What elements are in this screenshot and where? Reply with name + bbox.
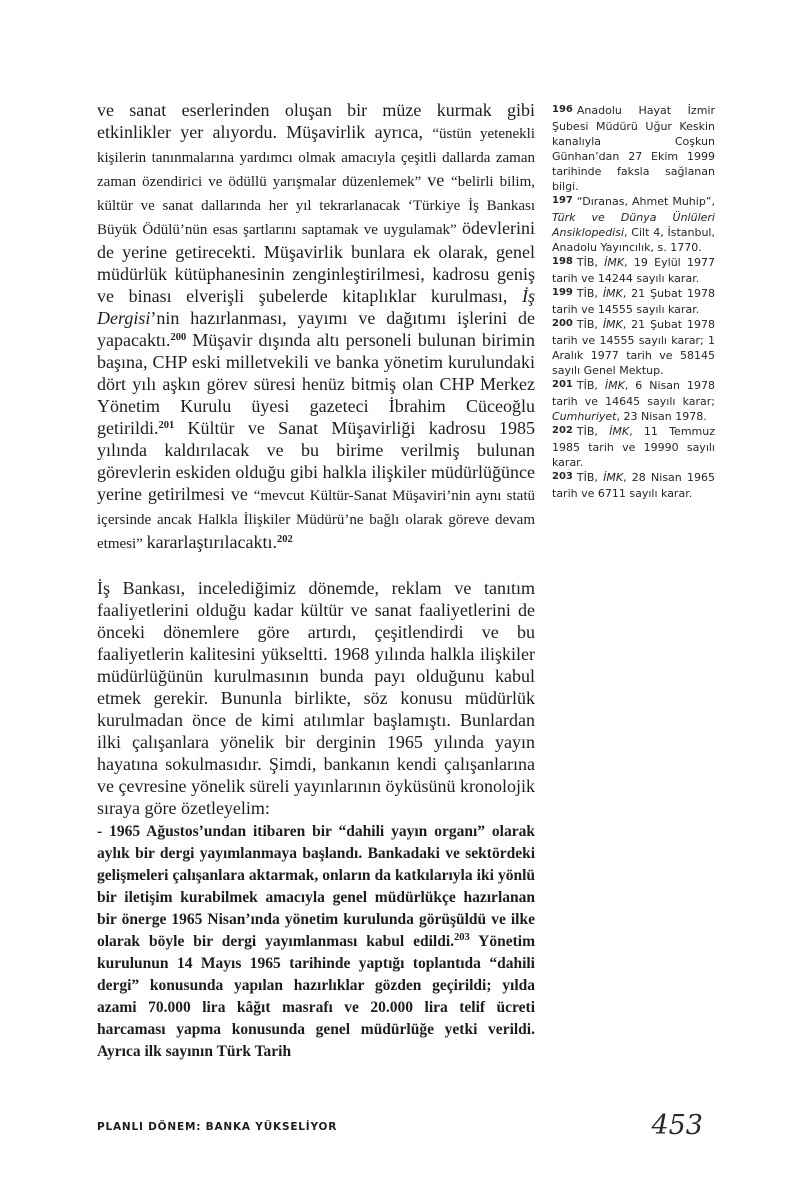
footnote-text <box>552 195 715 254</box>
footnote-number: 200 <box>552 318 573 329</box>
footnote-text <box>552 256 715 285</box>
footnote-number: 203 <box>552 471 573 482</box>
text-segment: “belirli bilim, kültür ve sanat dallarında her yıl tekrarlanacak ‘Türkiye İş Bankası Büyük Ödülü’nün esas şartlarını saptamak ve uygulamak” <box>97 174 535 238</box>
text-segment: TİB, <box>576 318 603 331</box>
footnote-text <box>552 425 715 469</box>
footnote-number: 201 <box>552 379 573 390</box>
footnote-number: 196 <box>552 104 573 115</box>
text-segment: , 11 Temmuz 1985 tarih ve 19990 sayılı karar. <box>552 425 715 469</box>
text-segment: , 28 Nisan 1965 tarih ve 6711 sayılı karar. <box>552 471 715 500</box>
footnote-reference: 200 <box>170 332 187 343</box>
text-segment: “mevcut Kültür-Sanat Müşaviri’nin aynı statü içersinde ancak Halkla İlişkiler Müdürü’ne bağlı olarak göreve devam etmesi” <box>97 488 535 552</box>
text-segment: TİB, <box>576 471 604 484</box>
text-segment: ’nin hazırlanması, yayımı ve dağıtımı işlerini de yapacaktı. <box>97 308 535 350</box>
text-segment: , 23 Nisan 1978. <box>616 410 707 423</box>
text-segment: Cumhuriyet <box>552 410 617 423</box>
footnote-202 <box>552 424 715 470</box>
page-number: 453 <box>651 1110 703 1141</box>
footnote-number: 199 <box>552 287 573 298</box>
paragraph-is-bankasi-publications <box>97 577 535 819</box>
footnote-number: 202 <box>552 425 573 436</box>
text-segment: İMK <box>602 318 623 331</box>
footnote-199 <box>552 286 715 317</box>
footnotes-column <box>552 103 715 501</box>
text-segment: , 6 Nisan 1978 tarih ve 14645 sayılı karar; <box>552 379 715 408</box>
running-title: PLANLI DÖNEM: BANKA YÜKSELİYOR <box>97 1121 338 1133</box>
text-segment: İMK <box>603 471 624 484</box>
text-segment: ödevlerini de yerine getirecekti. Müşavirlik bunlara ek olarak, genel müdürlük kütüphanesinin zenginleştirilmesi, kadrosu geniş ve binası elverişli şubelerde kitaplıklar kurulması, <box>97 218 535 306</box>
footnote-197 <box>552 194 715 255</box>
text-segment: , 21 Şubat 1978 tarih ve 14555 sayılı karar. <box>552 287 715 316</box>
text-segment: “üstün yetenekli kişilerin tanınmalarına yardımcı olmak amacıyla çeşitli dallarda zaman zaman özendirici ve ödüllü yarışmalar düzenlemek” <box>97 126 535 190</box>
footnote-text <box>552 379 715 423</box>
footnote-198 <box>552 255 715 286</box>
text-segment: TİB, <box>576 256 605 269</box>
text-segment: TİB, <box>576 287 603 300</box>
text-segment: İMK <box>604 256 625 269</box>
footnote-number: 197 <box>552 195 573 206</box>
footnote-203 <box>552 470 715 501</box>
text-segment: Müşavir dışında altı personeli bulunan birimin başına, CHP eski milletvekili ve banka yönetim kurulundaki dört yılı aşkın görev süresi henüz bitmiş olan CHP Merkez Yönetim Kurulu üyesi gazeteci İbrahim Cüceoğlu getirildi. <box>97 330 535 438</box>
footnote-number: 198 <box>552 256 573 267</box>
text-segment: ve <box>427 170 452 190</box>
footnote-reference: 201 <box>158 420 175 431</box>
text-segment: - 1965 Ağustos’undan itibaren bir “dahili yayın organı” olarak aylık bir dergi yayımlanmaya başlandı. Bankadaki ve sektördeki gelişmeleri çalışanlara aktarmak, onların da katkılarıyla iki yönlü bir iletişim kurabilmek amacıyla genel müdürlükçe hazırlanan bir önerge 1965 Nisan’ında yönetim kurulunda görüşüldü ve ilke olarak böyle bir dergi yayımlanması kabul edildi. <box>97 823 535 950</box>
footnote-text <box>552 471 715 500</box>
text-segment: İMK <box>604 379 625 392</box>
text-segment: İş Bankası, incelediğimiz dönemde, reklam ve tanıtım faaliyetlerini olduğu kadar kültür ve sanat faaliyetlerini de önceki dönemlere göre artırdı, çeşitlendirdi ve bu faaliyetlerin kalitesini yükseltti. 1968 yılında halkla ilişkiler müdürlüğünün kurulmasının bunda payı olduğunu kabul etmek gerekir. Bununla birlikte, söz konusu müdürlük kurulmadan önce de kimi atılımlar başlamıştı. Bunlardan ilki çalışanlara yönelik bir derginin 1965 yılında yayın hayatına sokulmasıdır. Şimdi, bankanın kendi çalışanlarına ve çevresine yönelik süreli yayınlarının öyküsünü kronolojik sıraya göre özetleyelim: <box>97 578 535 818</box>
text-segment: İMK <box>609 425 630 438</box>
main-text-column <box>97 99 535 1099</box>
footnote-reference: 203 <box>454 932 470 943</box>
footnote-196 <box>552 103 715 194</box>
footnote-text <box>552 104 715 193</box>
paragraph-culture-advisory <box>97 99 535 555</box>
text-segment: TİB, <box>576 379 605 392</box>
footnote-200 <box>552 317 715 378</box>
text-segment: Kültür ve Sanat Müşavirliği kadrosu 1985 yılında kaldırılacak ve bu birime verilmiş bulunan görevlerin eskiden olduğu gibi halkla ilişkiler müdürlüğünce yerine getirilmesi ve <box>97 418 535 504</box>
text-segment: , 21 Şubat 1978 tarih ve 14555 sayılı karar; 1 Aralık 1977 tarih ve 58145 sayılı Genel Mektup. <box>552 318 715 377</box>
text-segment: , 19 Eylül 1977 tarih ve 14244 sayılı karar. <box>552 256 715 285</box>
footnote-201 <box>552 378 715 424</box>
footnote-reference: 202 <box>277 534 293 545</box>
text-segment: kararlaştırılacaktı. <box>146 532 278 552</box>
text-segment: İş Dergisi <box>97 286 535 328</box>
text-segment: Anadolu Hayat İzmir Şubesi Müdürü Uğur Keskin kanalıyla Coşkun Günhan’dan 27 Ekim 1999 tarihinde faksla sağlanan bilgi. <box>552 104 715 193</box>
text-segment: , Cilt 4, İstanbul, Anadolu Yayıncılık, s. 1770. <box>552 226 715 254</box>
footnote-text <box>552 287 715 316</box>
text-segment: Yönetim kurulunun 14 Mayıs 1965 tarihinde yaptığı toplantıda “dahili dergi” konusunda yapılan hazırlıklar gözden geçirildi; yılda azami 70.000 lira kâğıt masrafı ve 20.000 lira telif ücreti harcaması yapma konusunda genel müdürlüğe yetki verildi. Ayrıca ilk sayının Türk Tarih <box>97 933 535 1060</box>
footnote-text <box>552 318 715 377</box>
text-segment: İMK <box>602 287 623 300</box>
text-segment: “Dıranas, Ahmet Muhip”, <box>576 195 715 208</box>
text-segment: TİB, <box>576 425 610 438</box>
text-segment: ve sanat eserlerinden oluşan bir müze kurmak gibi etkinlikler yer alıyordu. Müşavirlik ayrıca, <box>97 100 535 142</box>
paragraph-1965-internal-magazine <box>97 821 535 1063</box>
text-segment: Türk ve Dünya Ünlüleri Ansiklopedisi <box>552 211 715 239</box>
